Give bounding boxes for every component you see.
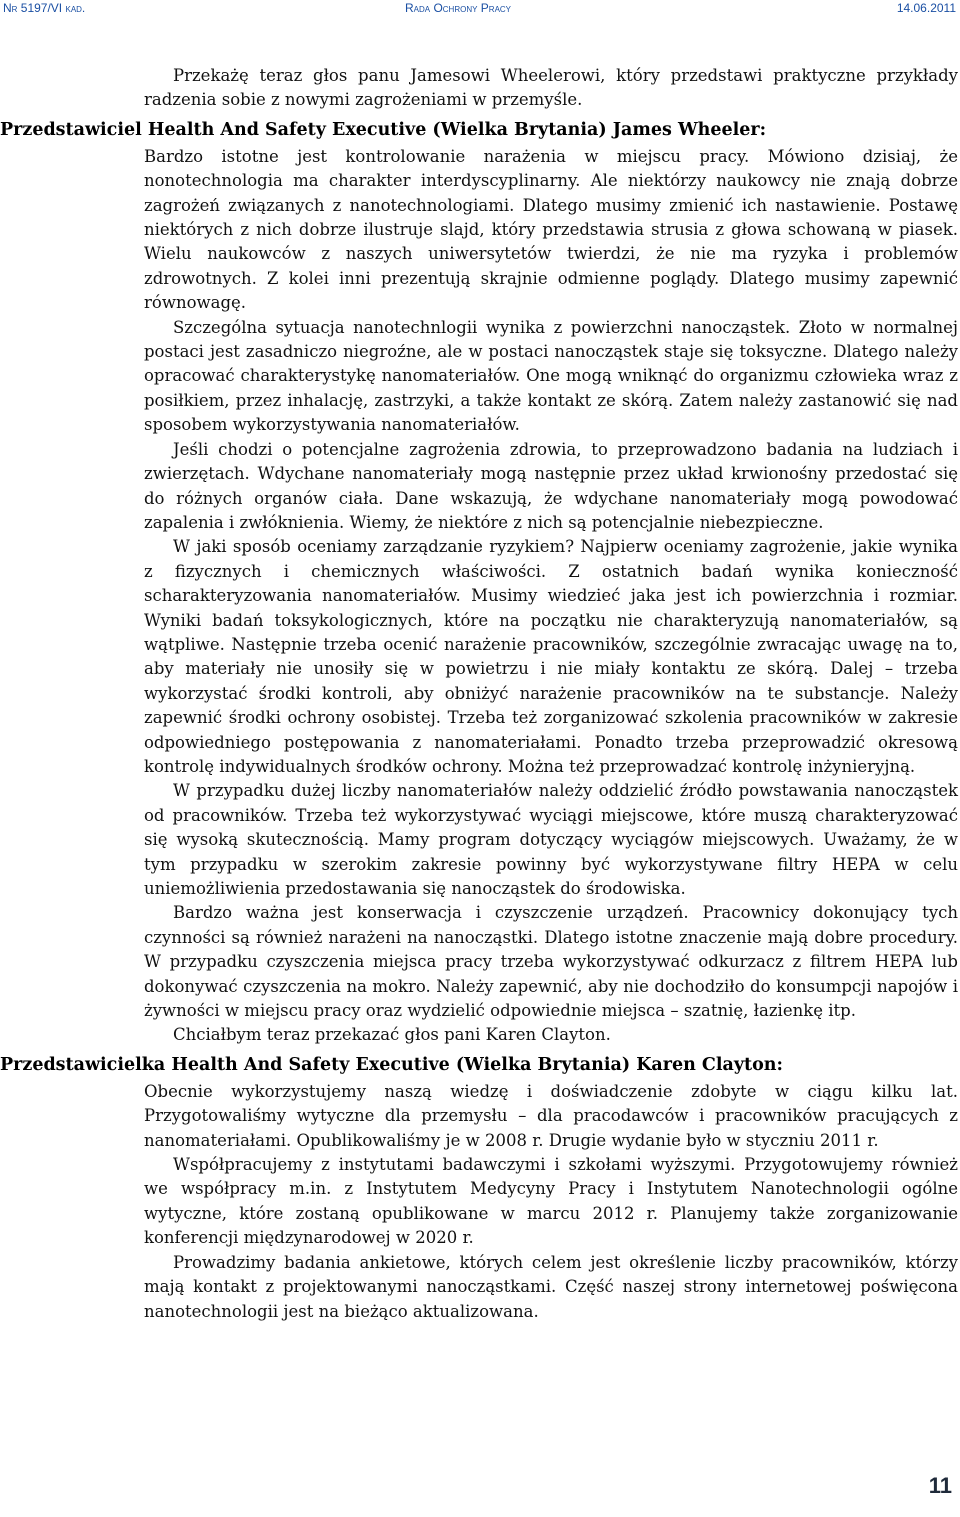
paragraph: Chciałbym teraz przekazać głos pani Karen Clayton.	[173, 1025, 611, 1045]
issue-number: Nr 5197/VI kad.	[3, 1, 86, 15]
paragraph: Obecnie wykorzystujemy naszą wiedzę i doświadczenie zdobyte w ciągu kilku lat. Przygotowaliśmy wytyczne dla przemysłu – dla pracodawców i pracowników pracujących z nanomateriałami. Opublikowaliśmy je w 2008 r. Drugie wydanie było w styczniu 2011 r.	[144, 1081, 958, 1150]
paragraph: Bardzo ważna jest konserwacja i czyszczenie urządzeń. Pracownicy dokonujący tych czynności są również narażeni na nanocząstki. Dlatego istotne znaczenie mają dobre procedury. W przypadku czyszczenia miejsca pracy trzeba wykorzystywać odkurzacz z filtrem HEPA lub dokonywać czyszczenia na mokro. Należy zapewnić, aby nie dochodziło do konsumpcji napojów i żywności w miejscu pracy oraz wydzielić odpowiednie miejsca – szatnię, łazienkę itp.	[144, 903, 958, 1021]
paragraph: Szczególna sytuacja nanotechnlogii wynika z powierzchni nanocząstek. Złoto w normalnej postaci jest zasadniczo niegroźne, ale w postaci nanocząstek staje się toksyczne. Dlatego należy opracować charakterystykę nanomateriałów. One mogą wniknąć do organizmu człowieka wraz z posiłkiem, przez inhalację, zastrzyki, a także kontakt ze skórą. Zatem należy zastanowić się nad sposobem wykorzystywania nanomateriałów.	[144, 317, 958, 435]
speaker-heading-clayton: Przedstawicielka Health And Safety Executive (Wielka Brytania) Karen Clayton:	[0, 1054, 783, 1075]
intro-paragraph: Przekażę teraz głos panu Jamesowi Wheelerowi, który przedstawi praktyczne przykłady radzenia sobie z nowymi zagrożeniami w przemyśle.	[144, 66, 958, 110]
speaker-heading-wheeler: Przedstawiciel Health And Safety Executive (Wielka Brytania) James Wheeler:	[0, 119, 767, 140]
page-number: 11	[928, 1473, 952, 1498]
paragraph: Współpracujemy z instytutami badawczymi i szkołami wyższymi. Przygotowujemy również we współpracy m.in. z Instytutem Medycyny Pracy i Instytutem Nanotechnologii ogólne wytyczne, które zostaną opublikowane w marcu 2012 r. Planujemy także zorganizowanie konferencji międzynarodowej w 2020 r.	[144, 1155, 958, 1248]
paragraph: Prowadzimy badania ankietowe, których celem jest określenie liczby pracowników, którzy mają kontakt z projektowanymi nanocząstkami. Część naszej strony internetowej poświęcona nanotechnologii jest na bieżąco aktualizowana.	[144, 1252, 958, 1321]
paragraph: W jaki sposób oceniamy zarządzanie ryzykiem? Najpierw oceniamy zagrożenie, jakie wynika z fizycznych i chemicznych właściwości. Z ostatnich badań wynika konieczność scharakteryzowania nanomateriałów. Musimy wiedzieć jaka jest ich powierzchnia i rozmiar. Wyniki badań toksykologicznych, które na początku nie charakteryzują nanomateriałów, są wątpliwe. Następnie trzeba ocenić narażenie pracowników, szczególnie zwracając uwagę na to, aby materiały nie unosiły się w powietrzu i nie miały kontaktu ze skórą. Dalej – trzeba wykorzystać środki kontroli, aby obniżyć narażenie pracowników na te substancje. Należy zapewnić środki ochrony osobistej. Trzeba też zorganizować szkolenia pracowników w zakresie odpowiedniego postępowania z nanomateriałami. Ponadto trzeba przeprowadzić okresową kontrolę indywidualnych środków ochrony. Można też przeprowadzać kontrolę inżynieryjną.	[144, 537, 958, 776]
transcript-body	[0, 64, 958, 1324]
paragraph: Bardzo istotne jest kontrolowanie narażenia w miejscu pracy. Mówiono dzisiaj, że nonotechnologia ma charakter interdyscyplinarny. Ale niektórzy naukowcy nie znają dobrze zagrożeń związanych z nanotechnologiami. Dlatego musimy zmienić ich nastawienie. Postawę niektórych z nich dobrze ilustruje slajd, który przedstawia strusia z głowa schowaną w piasek. Wielu naukowców z naszych uniwersytetów twierdzi, że nie ma ryzyka i problemów zdrowotnych. Z kolei inni prezentują skrajnie odmienne poglądy. Dlatego musimy zapewnić równowagę.	[144, 146, 958, 313]
header-date: 14.06.2011	[896, 1, 956, 15]
paragraph: W przypadku dużej liczby nanomateriałów należy oddzielić źródło powstawania nanocząstek od pracowników. Trzeba też wykorzystywać wyciągi miejscowe, które muszą charakteryzować się wysoką skutecznością. Mamy program dotyczący wyciągów miejscowych. Uważamy, że w tym przypadku w szerokim zakresie powinny być wykorzystywane filtry HEPA w celu uniemożliwienia przedostawania się nanocząstek do środowiska.	[144, 781, 958, 898]
running-header	[3, 1, 956, 21]
committee-name: Rada Ochrony Pracy	[405, 1, 512, 15]
paragraph: Jeśli chodzi o potencjalne zagrożenia zdrowia, to przeprowadzono badania na ludziach i zwierzętach. Wdychane nanomateriały mogą następnie przez układ krwionośny przedostać się do różnych organów ciała. Dane wskazują, że wdychane nanomateriały mogą powodować zapalenia i zwłóknienia. Wiemy, że niektóre z nich są potencjalnie niebezpieczne.	[144, 439, 958, 532]
